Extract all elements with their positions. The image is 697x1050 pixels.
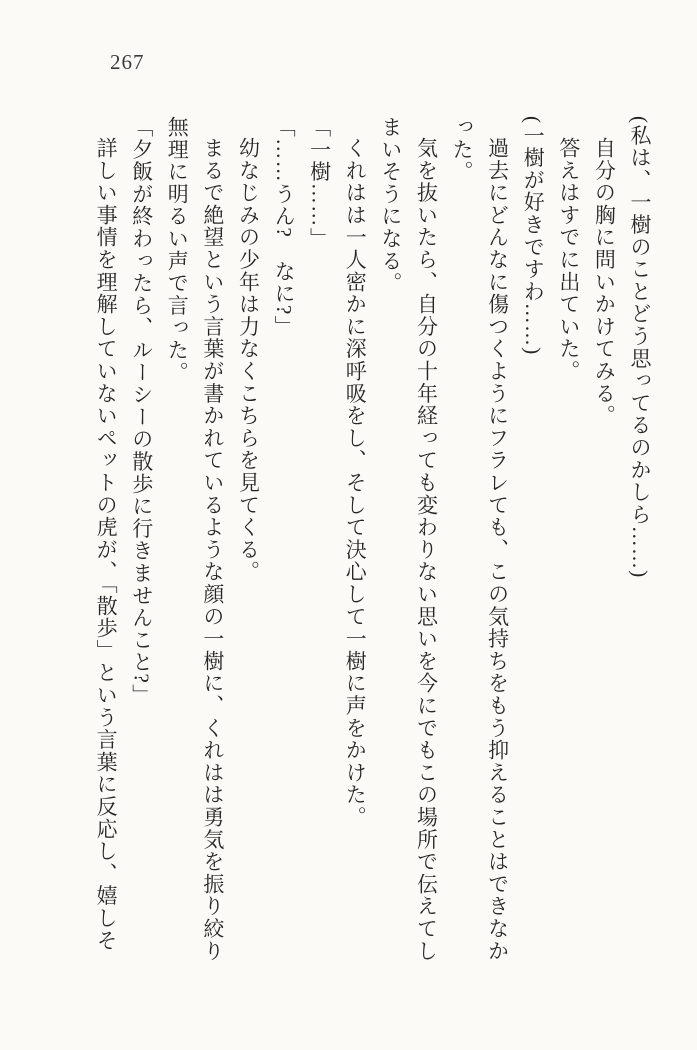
paragraph-ten-years: 気を抜いたら、自分の十年経っても変わりない思いを今にでもこの場所で伝えてしまいそうになる。 bbox=[378, 116, 439, 963]
page-number: 267 bbox=[110, 50, 145, 74]
paragraph-tiger-reacts: 詳しい事情を理解していないペットの虎が、「散歩」という言葉に反応し、嬉しそ bbox=[94, 137, 119, 952]
paragraph-boy-looks: 幼なじみの少年は力なくこちらを見てくる。 bbox=[236, 137, 261, 583]
paragraph-monologue-open: (私は、一樹のことどう思ってるのかしら……) bbox=[628, 116, 652, 579]
paragraph-dialogue-walk: 「夕飯が終わったら、ルーシーの散歩に行きませんこと?」 bbox=[129, 116, 154, 707]
paragraph-answer-known: 答えはすでに出ていた。 bbox=[556, 137, 581, 383]
paragraph-dialogue-kazuki: 「一樹……」 bbox=[307, 116, 332, 250]
paragraph-deep-breath: くれはは一人密かに深呼吸をし、そして決心して一樹に声をかけた。 bbox=[343, 137, 368, 829]
paragraph-dialogue-reply: 「……うん? なに?」 bbox=[272, 116, 297, 338]
novel-text-block bbox=[85, 116, 657, 964]
paragraph-ask-heart: 自分の胸に問いかけてみる。 bbox=[592, 137, 617, 427]
paragraph-past-feelings: 過去にどんなに傷つくようにフラレても、この気持ちをもう抑えることはできなかった。 bbox=[450, 116, 510, 963]
paragraph-despair-face: まるで絶望という言葉が書かれているような顔の一樹に、くれはは勇気を振り絞り無理に明るい声で言った。 bbox=[165, 116, 225, 963]
paragraph-monologue-love: (一樹が好きですわ……) bbox=[521, 116, 546, 356]
